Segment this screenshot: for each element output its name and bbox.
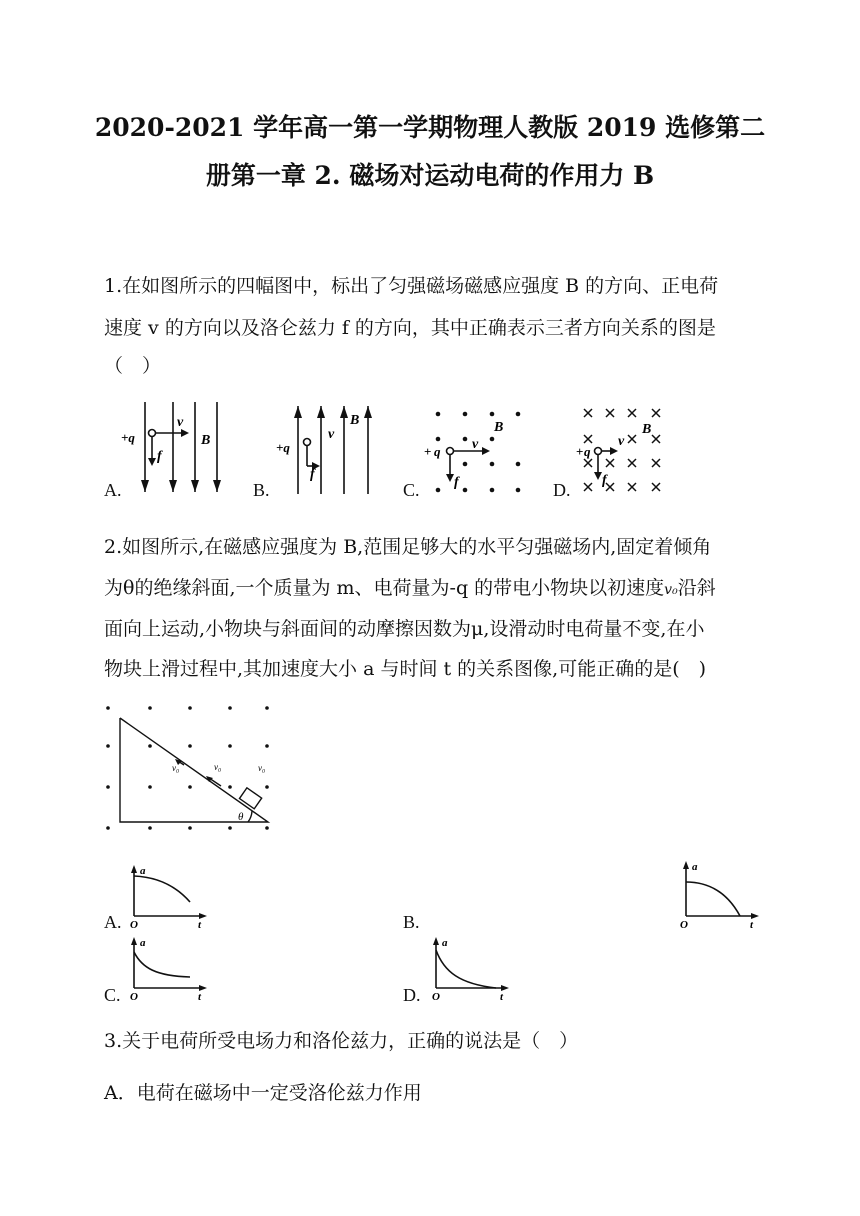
question-3-text: 3.关于电荷所受电场力和洛伦兹力，正确的说法是（ ）	[104, 1030, 579, 1052]
q1a-b-label: B	[201, 433, 211, 448]
incline-v0-label-2: v₀	[214, 762, 222, 772]
q1d-v-label: v	[618, 434, 625, 449]
q1c-f-label: f	[454, 475, 459, 490]
q2-graph-a	[128, 864, 212, 932]
incline-theta-label: θ	[238, 811, 244, 823]
q1-option-b[interactable]: B.	[253, 480, 270, 500]
incline-figure	[100, 698, 290, 838]
incline-v0-label-3: v₀	[258, 763, 266, 773]
question-2-text-line-1: 2.如图所示,在磁感应强度为 B,范围足够大的水平匀强磁场内,固定着倾角	[104, 536, 712, 558]
q2b-a-label: a	[692, 861, 698, 873]
q1c-q-label: q	[434, 444, 441, 459]
q1c-b-label: B	[494, 420, 504, 435]
q1-figure-c	[420, 404, 530, 496]
q2-graph-c	[128, 936, 212, 1004]
question-1-text-line-2: 速度 v 的方向以及洛仑兹力 f 的方向，其中正确表示三者方向关系的图是	[104, 317, 716, 339]
q2-graph-b	[680, 860, 764, 932]
question-1-text-line-1: 1.在如图所示的四幅图中，标出了匀强磁场磁感应强度 B 的方向、正电荷	[104, 275, 719, 297]
q1-option-d[interactable]: D.	[553, 480, 571, 500]
q2a-a-label: a	[140, 865, 146, 877]
q1d-q-label: q	[584, 444, 591, 459]
q1b-f-label: f	[310, 467, 315, 482]
incline-v0-label-1: v₀	[172, 763, 180, 773]
q1-option-a[interactable]: A.	[104, 480, 122, 500]
question-1-text-line-3: （ ）	[104, 355, 162, 377]
q2-option-c[interactable]: C.	[104, 985, 121, 1005]
q1-figure-b	[266, 400, 386, 496]
q1-figure-d	[576, 404, 676, 496]
q1d-plus-label: +	[576, 444, 584, 459]
q1a-v-label: v	[177, 415, 184, 430]
q2-option-b[interactable]: B.	[403, 912, 420, 932]
q2-v0-symbol: v₀	[664, 582, 678, 598]
q2b-o-label: O	[680, 919, 688, 931]
question-2-text-line-4: 物块上滑过程中,其加速度大小 a 与时间 t 的关系图像,可能正确的是( )	[104, 658, 707, 680]
page-title-line-2: 册第一章 2. 磁场对运动电荷的作用力 B	[205, 161, 655, 190]
q1d-b-label: B	[642, 422, 652, 437]
q1a-charge-label: +q	[121, 430, 135, 445]
q1b-b-label: B	[350, 413, 360, 428]
q2-graph-d	[430, 936, 514, 1004]
q2c-o-label: O	[130, 991, 138, 1003]
q1-figure-a	[115, 400, 235, 496]
q1c-v-label: v	[472, 437, 479, 452]
q1b-charge-label: +q	[276, 440, 290, 455]
q2-option-a[interactable]: A.	[104, 912, 122, 932]
q1d-f-label: f	[602, 473, 607, 488]
question-2-text-line-2: 为θ的绝缘斜面,一个质量为 m、电荷量为-q 的带电小物块以初速度v₀沿斜	[104, 577, 716, 599]
q1b-v-label: v	[328, 427, 335, 442]
q2c-a-label: a	[140, 937, 146, 949]
q2b-t-label: t	[750, 919, 754, 931]
q1-option-c[interactable]: C.	[403, 480, 420, 500]
q2c-t-label: t	[198, 991, 202, 1003]
q1a-f-label: f	[157, 449, 162, 464]
page-title-line-1: 2020-2021 学年高一第一学期物理人教版 2019 选修第二	[94, 113, 766, 142]
q2d-a-label: a	[442, 937, 448, 949]
q2a-t-label: t	[198, 919, 202, 931]
q2a-o-label: O	[130, 919, 138, 931]
q2d-o-label: O	[432, 991, 440, 1003]
question-2-text-line-3: 面向上运动,小物块与斜面间的动摩擦因数为μ,设滑动时电荷量不变,在小	[104, 618, 705, 640]
q2d-t-label: t	[500, 991, 504, 1003]
q2-option-d[interactable]: D.	[403, 985, 421, 1005]
q3-option-a[interactable]: A．电荷在磁场中一定受洛伦兹力作用	[104, 1082, 422, 1104]
q1c-plus-label: +	[424, 444, 432, 459]
